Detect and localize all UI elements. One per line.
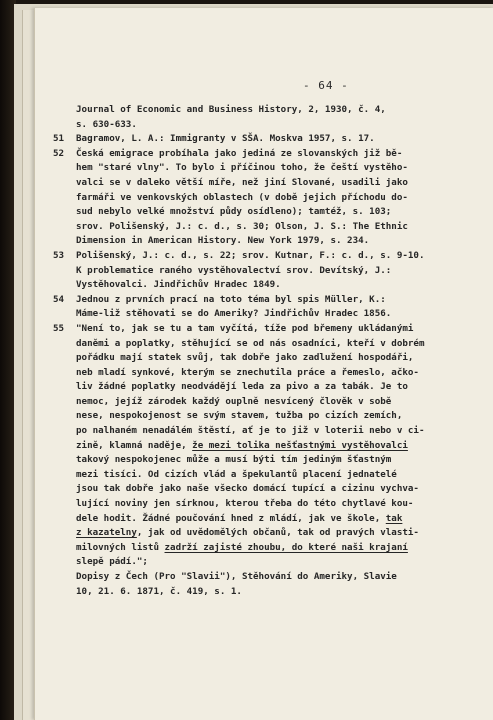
line-text: mezi tisíci. Od cizích vlád a špekulantů placení jednatelé (76, 468, 397, 480)
text-line (76, 439, 488, 454)
text-line (76, 585, 488, 600)
line-text: Dimension in American History. New York 1979, s. 234. (76, 235, 370, 247)
underlined-text: že mezi tolika nešťastnými vystěhovalci (192, 439, 408, 451)
text-line (76, 380, 488, 395)
text-line (76, 220, 488, 235)
text-line (53, 147, 488, 162)
line-text: Jednou z prvních prací na toto téma byl spis Müller, K.: (76, 293, 386, 305)
text-line (76, 541, 488, 556)
text-line (76, 118, 488, 133)
footnote-number: 52 (53, 147, 65, 159)
footnote-number: 54 (53, 293, 65, 305)
line-text: neb mladí synkové, kterým se znechutila práce a řemeslo, ačko- (76, 366, 419, 378)
text-line (76, 482, 488, 497)
line-text: , jak od uvědomělých občanů, tak od pravých vlasti- (136, 527, 419, 539)
underlined-text: zadrží zajisté zhoubu, do které naši krajaní (164, 541, 408, 553)
page-number: - 64 - (303, 79, 349, 92)
line-text: lující noviny jen sírknou, kterou třeba do této chytlavé kou- (76, 498, 414, 510)
line-text: valci se v daleko větší míře, než jiní Slované, usadili jako (76, 176, 408, 188)
line-text: Dopisy z Čech (Pro "Slavii"), Stěhování do Ameriky, Slavie (76, 571, 397, 582)
line-text: Máme-liž stěhovati se do Ameriky? Jindřichův Hradec 1856. (76, 308, 392, 320)
line-text: "Není to, jak se tu a tam vyčítá, tíže pod břemeny ukládanými (76, 322, 414, 334)
line-text: daněmi a poplatky, stěhující se od nás osadníci, kteří v dobrém (76, 337, 425, 349)
text-line (76, 424, 488, 439)
text-line (76, 307, 488, 322)
text-line (76, 103, 488, 118)
line-text: 10, 21. 6. 1871, č. 419, s. 1. (76, 585, 242, 597)
line-text: nese, nespokojenost se svým stavem, tužba po cizích zemích, (76, 410, 403, 422)
text-line (76, 161, 488, 176)
text-line (76, 278, 488, 293)
text-line (76, 191, 488, 206)
line-text: jsou tak dobře jako naše všecko domácí tupící a cizinu vychva- (76, 483, 419, 495)
line-text: sud nebylo velké množství půdy osídleno); tamtéž, s. 103; (76, 206, 392, 218)
line-text: zině, klamná naděje, (76, 439, 193, 451)
text-line (76, 453, 488, 468)
text-line (76, 555, 488, 570)
text-line (76, 497, 488, 512)
text-line (76, 366, 488, 381)
text-line (76, 570, 488, 585)
text-line (53, 132, 488, 147)
line-text: hem "staré vlny". To bylo i příčinou toho, že čeští vystěho- (76, 162, 408, 174)
line-text: srov. Polišenský, J.: c. d., s. 30; Olson, J. S.: The Ethnic (76, 220, 408, 232)
line-text: Bagramov, L. A.: Immigranty v SŠA. Moskva 1957, s. 17. (76, 133, 375, 145)
footnote-number: 53 (53, 249, 65, 261)
line-text: Vystěhovalci. Jindřichův Hradec 1849. (76, 279, 281, 291)
line-text: Journal of Economic and Business History, 2, 1930, č. 4, (76, 104, 386, 115)
footnote-number: 51 (53, 133, 65, 145)
line-text: s. 630-633. (76, 118, 137, 130)
line-text: Polišenský, J.: c. d., s. 22; srov. Kutnar, F.: c. d., s. 9-10. (76, 249, 425, 261)
underlined-text: z kazatelny (76, 527, 137, 539)
footnotes-text (53, 103, 488, 599)
text-line (53, 322, 488, 337)
line-text: K problematice raného vystěhovalectví srov. Devítský, J.: (76, 264, 392, 276)
line-text: liv žádné poplatky neodvádějí leda za pivo a za tabák. Je to (76, 381, 408, 393)
text-line (76, 512, 488, 527)
text-line (76, 337, 488, 352)
footnote-number: 55 (53, 322, 65, 334)
text-line (76, 176, 488, 191)
line-text: Česká emigrace probíhala jako jediná ze slovanských již bě- (76, 147, 403, 159)
line-text: milovných listů (76, 541, 165, 553)
text-line (76, 351, 488, 366)
line-text: takový nespokojenec může a musí býti tím jediným šťastným (76, 454, 392, 466)
line-text: nemoc, jejíž zárodek každý ouplně nesvícený člověk v sobě (76, 395, 392, 407)
text-line (53, 249, 488, 264)
text-line (76, 526, 488, 541)
text-line (76, 395, 488, 410)
text-line (76, 264, 488, 279)
text-line (76, 205, 488, 220)
line-text: dele hodit. Žádné poučování hned z mládí, jak ve škole, (76, 512, 386, 524)
underlined-text: tak (385, 512, 403, 524)
text-line (76, 409, 488, 424)
line-text: pořádku mají statek svůj, tak dobře jako zadlužení hospodáři, (76, 352, 414, 364)
line-text: slepě pádí."; (76, 556, 148, 568)
text-line (76, 234, 488, 249)
text-line (53, 293, 488, 308)
text-line (76, 468, 488, 483)
line-text: farmáři ve venkovských oblastech (v době jejich příchodu do- (76, 191, 408, 203)
line-text: po nalhaném nenadálém štěstí, ať je to již v loterii nebo v ci- (76, 425, 425, 437)
